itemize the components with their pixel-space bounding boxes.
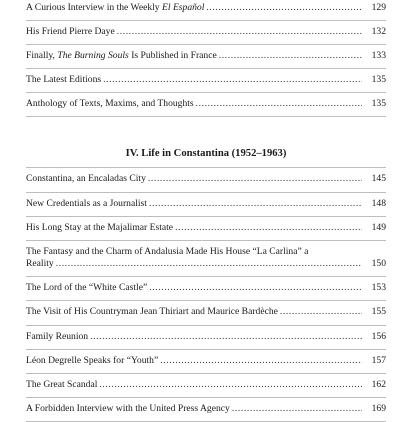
toc-entry	[26, 0, 386, 21]
toc-entry	[26, 301, 386, 325]
page-number: 133	[371, 50, 386, 62]
toc-entry	[26, 277, 386, 301]
toc-entry	[26, 93, 386, 117]
dot-leader	[175, 222, 362, 235]
page-number: 149	[371, 221, 386, 233]
entry-title: New Credentials as a Journalist	[26, 197, 147, 209]
page-number: 145	[371, 173, 386, 185]
toc-entry	[26, 193, 386, 217]
entry-title: The Lord of the “White Castle”	[26, 282, 148, 294]
dot-leader	[206, 2, 362, 15]
dot-leader	[149, 282, 362, 295]
page-number: 155	[371, 306, 386, 318]
entry-title: Léon Degrelle Speaks for “Youth”	[26, 354, 159, 366]
dot-leader	[232, 403, 362, 416]
dot-leader	[280, 306, 362, 319]
toc-entry	[26, 217, 386, 241]
entry-title: Family Reunion	[26, 330, 89, 342]
entry-title: A Curious Interview in the Weekly El Español	[26, 2, 205, 13]
toc-entry	[26, 241, 386, 278]
page-number: 135	[371, 74, 386, 86]
dot-leader	[90, 331, 362, 344]
dot-leader	[196, 98, 362, 111]
toc-entry	[26, 45, 386, 69]
dot-leader	[117, 26, 362, 39]
entry-title: Constantina, an Encaladas City	[26, 173, 146, 185]
page-number: 162	[371, 378, 386, 390]
entry-title: Reality	[26, 258, 54, 270]
section-gap	[26, 117, 386, 142]
entry-title: The Visit of His Countryman Jean Thiriart and Maurice Bardèche	[26, 306, 278, 318]
dot-leader	[99, 379, 362, 392]
page-number: 148	[371, 197, 386, 209]
dot-leader	[103, 74, 362, 87]
entry-title: Finally, The Burning Souls Is Published in France	[26, 50, 217, 62]
section-heading: IV. Life in Constantina (1952–1963)	[26, 142, 386, 168]
entry-title: A Forbidden Interview with the United Press Agency	[26, 402, 230, 414]
toc-entry	[26, 326, 386, 350]
table-of-contents	[26, 0, 386, 422]
toc-entry	[26, 350, 386, 374]
page-number: 129	[371, 2, 386, 13]
entry-title: His Long Stay at the Majalimar Estate	[26, 221, 174, 233]
dot-leader	[56, 258, 362, 271]
page-number: 157	[371, 354, 386, 366]
entry-title: His Friend Pierre Daye	[26, 26, 115, 38]
toc-entry	[26, 374, 386, 398]
dot-leader	[160, 355, 362, 368]
toc-entry	[26, 168, 386, 192]
page-number: 150	[371, 258, 386, 270]
toc-entry	[26, 69, 386, 93]
entry-title: The Latest Editions	[26, 74, 102, 86]
toc-entry	[26, 21, 386, 45]
page-number: 169	[371, 402, 386, 414]
page-number: 135	[371, 98, 386, 110]
dot-leader	[149, 198, 362, 211]
entry-title-line1: The Fantasy and the Charm of Andalusia Made His House “La Carlina” a	[26, 245, 309, 257]
dot-leader	[148, 173, 362, 186]
page-number: 132	[371, 26, 386, 38]
entry-title: The Great Scandal	[26, 378, 98, 390]
dot-leader	[219, 50, 362, 63]
page-number: 156	[371, 330, 386, 342]
toc-entry	[26, 398, 386, 422]
entry-title: Anthology of Texts, Maxims, and Thoughts	[26, 98, 194, 110]
page-number: 153	[371, 282, 386, 294]
